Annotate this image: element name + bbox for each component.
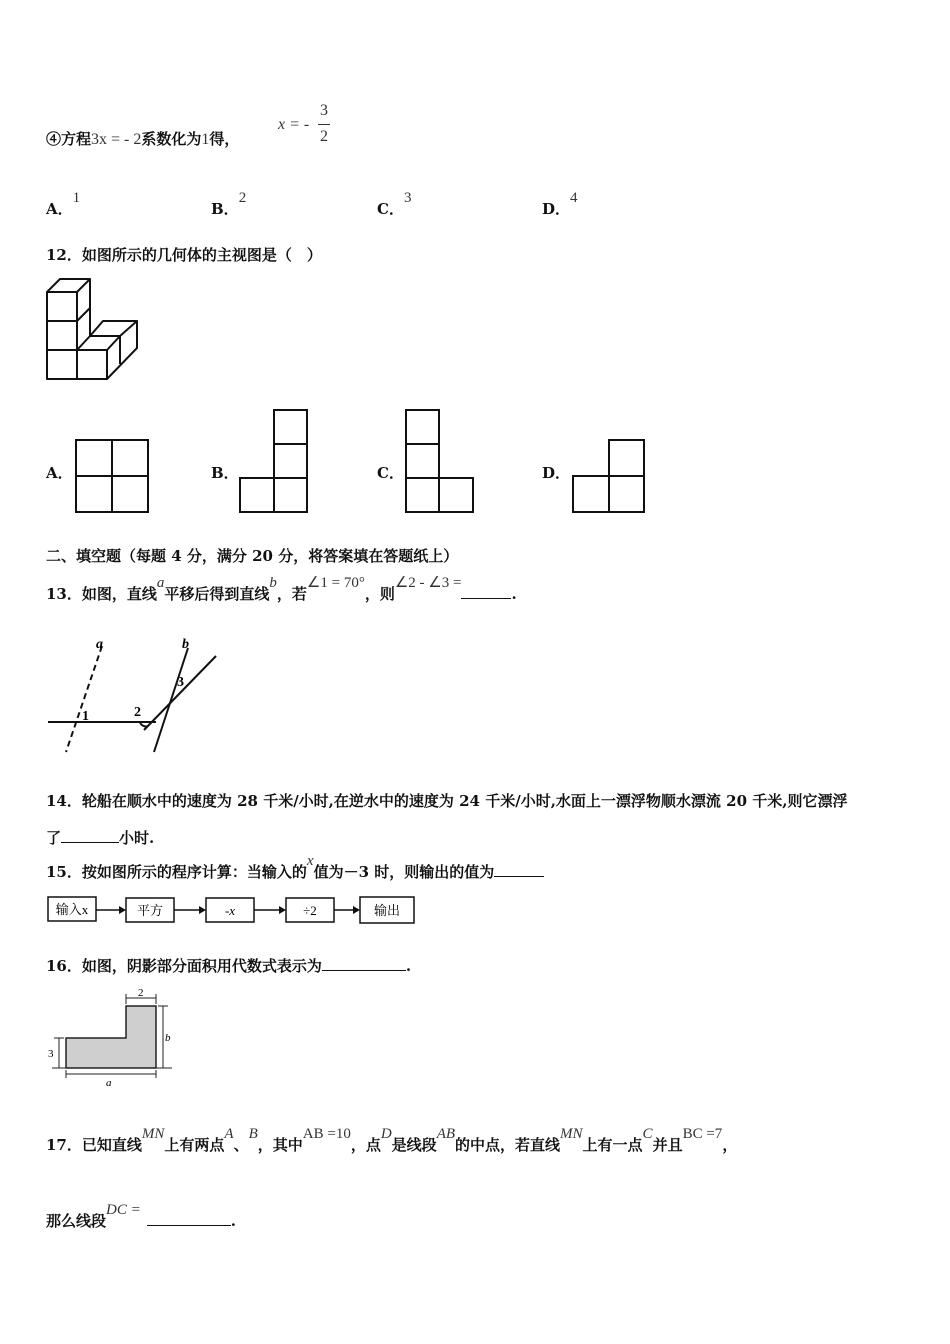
q13-label-b: b [182,637,189,652]
q16-label-a: a [106,1077,112,1089]
q11-option-c[interactable]: C．3 [377,190,412,218]
q16-question: 16．如图，阴影部分面积用代数式表示为 . [46,957,412,975]
q11-result-lhs: x = - [278,116,310,133]
flow-step-input: 输入x [55,902,89,917]
arrow-right-icon [353,906,360,914]
q13-label-2: 2 [134,705,141,720]
q11-fraction-bar [318,124,330,125]
arrow-right-icon [199,906,206,914]
q16-label-3: 3 [48,1048,54,1060]
q11-fraction-numerator: 3 [320,102,328,119]
flow-step-output: 输出 [373,903,401,918]
q11-coef: 1 [201,131,210,148]
q12-option-d-label[interactable]: D． [542,464,571,482]
q12-question: 12．如图所示的几何体的主视图是（ ） [46,246,322,264]
q11-option-b[interactable]: B．2 [211,190,247,218]
q12-solid-figure [44,276,144,382]
q15-flowchart [46,894,418,926]
arrow-right-icon [119,906,126,914]
q17-line1: 17．已知直线MN上有两点A、B，其中AB =10，点D是线段AB的中点，若直线MN上有一点C并且BC =7， [46,1126,738,1154]
flow-step-minus-x: -x [224,903,236,918]
q12-option-b-figure[interactable] [238,408,310,514]
q12-option-b-label[interactable]: B． [211,464,239,482]
q14-line2: 了 小时. [46,829,155,847]
q12-option-c-label[interactable]: C． [377,464,404,482]
q14-line1: 14．轮船在顺水中的速度为 28 千米/小时,在逆水中的速度为 24 千米/小时,水面上一漂浮物顺水漂流 20 千米,则它漂浮 [46,792,848,810]
q12-option-d-figure[interactable] [571,438,647,514]
q11-fraction-denominator: 2 [320,128,328,145]
q12-option-a-figure[interactable] [74,438,150,514]
q13-answer-blank[interactable] [461,584,511,599]
q11-item4 [46,128,239,149]
q15-question: 15．按如图所示的程序计算：当输入的x值为－3 时，则输出的值为 [46,861,544,882]
q16-answer-blank[interactable] [322,956,406,971]
q13-label-3: 3 [177,675,184,690]
q15-answer-blank[interactable] [494,862,544,877]
q16-figure [46,986,178,1090]
q11-equation: 3x = - 2 [91,131,142,148]
section-2-title: 二、填空题（每题 4 分，满分 20 分，将答案填在答题纸上） [46,547,459,565]
q14-answer-blank[interactable] [61,828,119,843]
arrow-right-icon [279,906,286,914]
q11-text-post: 得， [209,130,240,148]
q16-label-b: b [165,1032,171,1044]
q13-label-a: a [96,637,103,652]
q12-option-a-label[interactable]: A． [46,464,73,482]
flow-step-square: 平方 [136,903,164,918]
q17-line2: 那么线段DC =. [46,1202,236,1230]
q17-answer-blank[interactable] [147,1211,231,1226]
flow-step-divide: ÷2 [303,903,317,918]
q13-figure [44,634,224,756]
q13-question: 13．如图，直线a平移后得到直线b，若∠1 = 70°，则∠2 - ∠3 =. [46,575,517,603]
q11-option-a[interactable]: A．1 [46,190,81,218]
circled-marker: ④ [46,130,62,148]
q12-option-c-figure[interactable] [404,408,476,514]
q13-label-1: 1 [82,709,89,724]
q11-text-pre: 方程 [61,130,92,148]
q16-label-2: 2 [138,987,144,999]
q11-option-d[interactable]: D．4 [542,190,578,218]
q11-text-mid: 系数化为 [141,130,202,148]
